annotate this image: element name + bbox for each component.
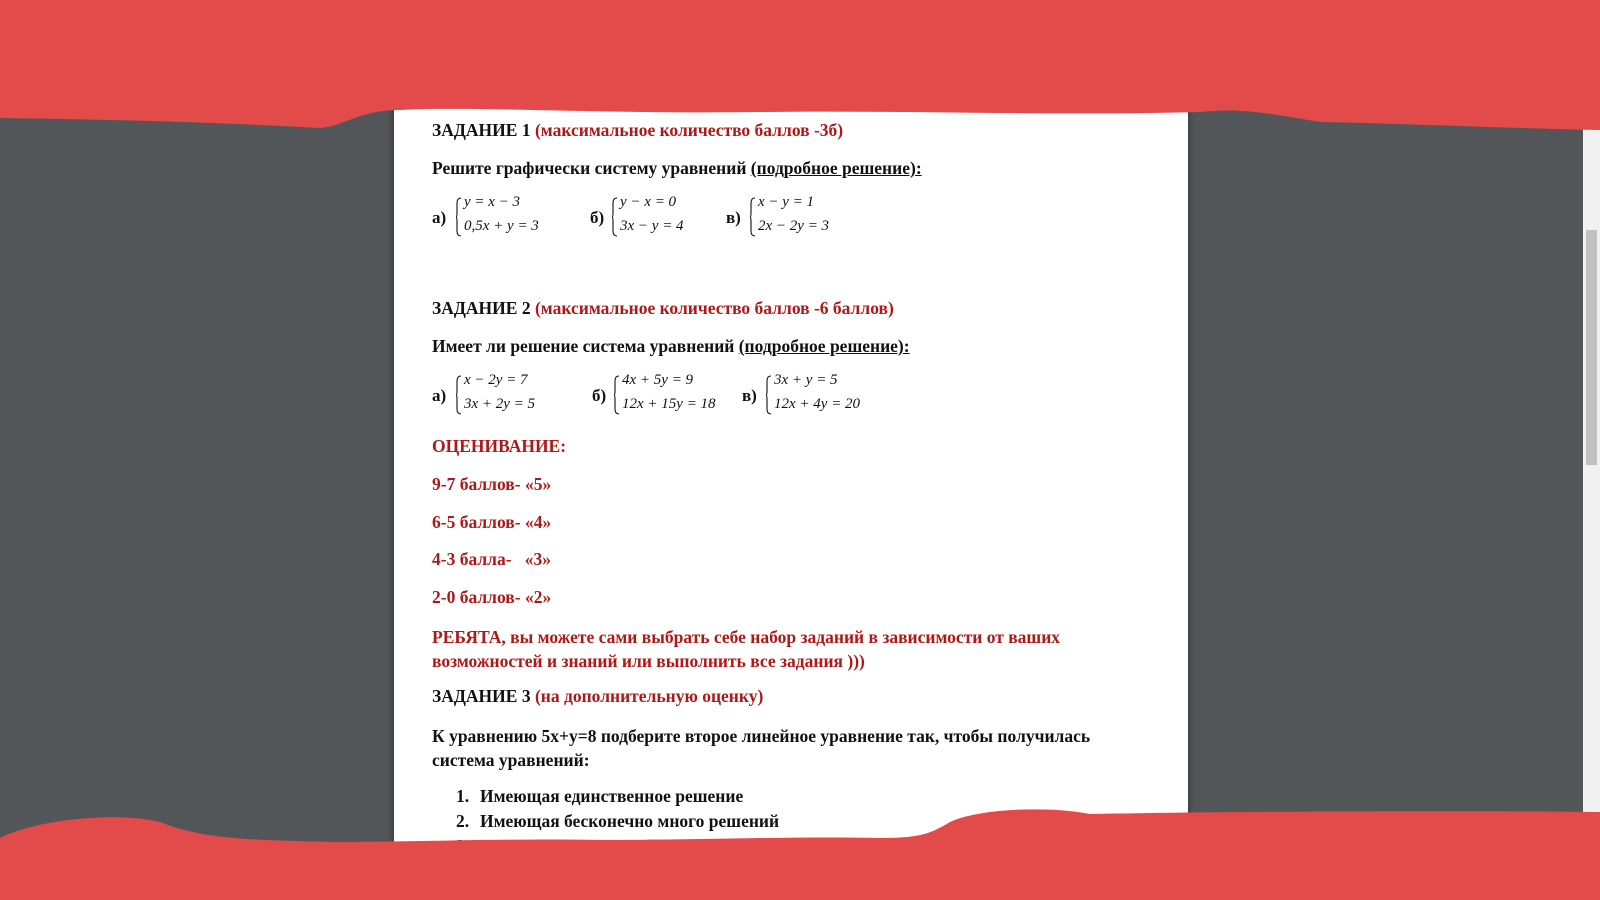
brace-icon [612,197,618,237]
equation-2: 3x − y = 4 [620,218,684,234]
task2-title: ЗАДАНИЕ 2 [432,298,531,318]
task3-text: К уравнению 5x+y=8 подберите второе линейное уравнение так, чтобы получилась система уравнений: [432,726,1091,770]
list-item-text: Имеющая бесконечно много решений [480,811,780,831]
brace-icon [456,197,462,237]
scroll-thumb[interactable] [1586,230,1597,465]
grading-line: 2-0 баллов- «2» [432,587,552,607]
equation-2: 12x + 15y = 18 [622,396,716,412]
equation-2: 2x − 2y = 3 [758,218,830,234]
list-item-number: 1. [456,786,470,806]
equation-1: x − y = 1 [758,194,815,210]
task2-heading [432,298,894,319]
system-label: в) [726,208,741,227]
brace-icon [750,197,756,237]
task2-prompt [432,336,910,357]
equation-2: 3x + 2y = 5 [464,396,536,412]
bottom-red-band [0,808,1600,900]
equation-1: y = x − 3 [464,194,521,210]
system-label: б) [590,208,605,227]
equation-1: 3x + y = 5 [774,372,838,388]
equation-1: y − x = 0 [620,194,677,210]
task2-points: (максимальное количество баллов -6 баллов) [534,298,894,318]
task1-title: ЗАДАНИЕ 1 [432,120,531,140]
task2-systems [432,372,1144,422]
task3-title: ЗАДАНИЕ 3 [432,686,531,706]
task2-prompt-text: Имеет ли решение система уравнений [432,336,735,356]
students-note: РЕБЯТА, вы можете сами выбрать себе набор заданий в зависимости от ваших возможностей и знаний или выполнить все задания ))) [432,627,1061,671]
document-page [394,100,1188,860]
equation-1: 4x + 5y = 9 [622,372,694,388]
equation-2: 0,5x + y = 3 [464,218,539,234]
task3-points: (на дополнительную оценку) [534,686,764,706]
brace-icon [456,375,462,415]
task1-points: (максимальное количество баллов -3б) [534,120,844,140]
top-red-band [0,0,1600,135]
task1-prompt-text: Решите графически систему уравнений [432,158,747,178]
brace-icon [614,375,620,415]
equation-2: 12x + 4y = 20 [774,396,861,412]
vertical-scrollbar[interactable] [1583,100,1600,830]
system-label: в) [742,386,757,405]
list-item-text: Имеющая единственное решение [480,786,744,806]
task2-prompt-note: (подробное решение): [738,336,910,356]
brace-icon [766,375,772,415]
grading-line: 9-7 баллов- «5» [432,474,552,494]
task1-prompt [432,158,922,179]
grading-title: ОЦЕНИВАНИЕ: [432,436,567,456]
list-item-number: 2. [456,811,470,831]
system-label: а) [432,386,447,405]
task1-prompt-note: (подробное решение): [750,158,922,178]
system-label: б) [592,386,607,405]
grading-line: 4-3 балла- «3» [432,549,551,569]
task3-heading [432,686,763,707]
equation-1: x − 2y = 7 [464,372,528,388]
system-label: а) [432,208,447,227]
grading-line: 6-5 баллов- «4» [432,512,552,532]
task1-systems [432,194,1144,244]
